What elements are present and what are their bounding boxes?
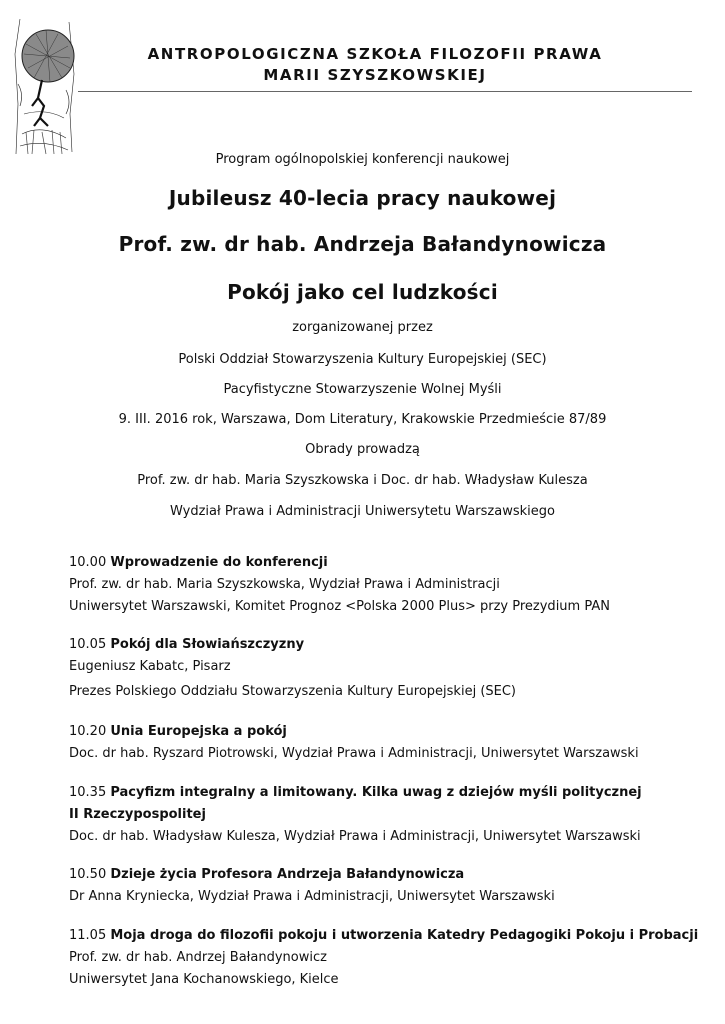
organizer-pacifist: Pacyfistyczne Stowarzyszenie Wolnej Myśli bbox=[223, 382, 502, 397]
program-title: Unia Europejska a pokój bbox=[110, 724, 287, 739]
program-time: 10.50 bbox=[69, 867, 107, 882]
program-time: 11.05 bbox=[69, 928, 107, 943]
program-affiliation: Uniwersytet Jana Kochanowskiego, Kielce bbox=[69, 972, 339, 987]
program-speaker: Dr Anna Kryniecka, Wydział Prawa i Administracji, Uniwersytet Warszawski bbox=[69, 889, 555, 904]
program-item bbox=[69, 634, 709, 703]
program-time: 10.35 bbox=[69, 785, 107, 800]
program-title: Wprowadzenie do konferencji bbox=[110, 555, 328, 570]
organized-by-label: zorganizowanej przez bbox=[292, 320, 433, 335]
program-title: Dzieje życia Profesora Andrzeja Bałandynowicza bbox=[110, 867, 465, 882]
date-place: 9. III. 2016 rok, Warszawa, Dom Literatury, Krakowskie Przedmieście 87/89 bbox=[118, 412, 607, 427]
organizer-sec: Polski Oddział Stowarzyszenia Kultury Europejskiej (SEC) bbox=[178, 352, 547, 367]
program-time: 10.00 bbox=[69, 555, 107, 570]
program-speaker: Eugeniusz Kabatc, Pisarz bbox=[69, 659, 231, 674]
school-logo-drawing bbox=[12, 14, 76, 156]
program-title: Moja droga do filozofii pokoju i utworzenia Katedry Pedagogiki Pokoju i Probacji bbox=[110, 928, 699, 943]
program-item bbox=[69, 925, 709, 991]
school-header bbox=[90, 44, 660, 86]
program-item bbox=[69, 864, 709, 908]
conference-title: Jubileusz 40-lecia pracy naukowej bbox=[168, 186, 557, 210]
program-item bbox=[69, 552, 709, 618]
program-time: 10.20 bbox=[69, 724, 107, 739]
program-speaker: Prof. zw. dr hab. Maria Szyszkowska, Wydział Prawa i Administracji bbox=[69, 577, 500, 592]
program-title-continued: II Rzeczypospolitej bbox=[69, 807, 206, 822]
honoree-name: Prof. zw. dr hab. Andrzeja Bałandynowicza bbox=[118, 232, 607, 256]
header-rule bbox=[78, 91, 692, 92]
program-title: Pacyfizm integralny a limitowany. Kilka uwag z dziejów myśli politycznej bbox=[110, 785, 642, 800]
conference-theme: Pokój jako cel ludzkości bbox=[227, 280, 498, 304]
program-title: Pokój dla Słowiańszczyzny bbox=[110, 637, 305, 652]
program-time: 10.05 bbox=[69, 637, 107, 652]
program-speaker: Prof. zw. dr hab. Andrzej Bałandynowicz bbox=[69, 950, 327, 965]
program-speaker: Doc. dr hab. Ryszard Piotrowski, Wydział Prawa i Administracji, Uniwersytet Warszawski bbox=[69, 746, 639, 761]
chairs-names: Prof. zw. dr hab. Maria Szyszkowska i Doc. dr hab. Władysław Kulesza bbox=[137, 473, 588, 488]
program-subtitle: Program ogólnopolskiej konferencji naukowej bbox=[215, 152, 510, 167]
program-item bbox=[69, 782, 709, 848]
program-item bbox=[69, 721, 709, 765]
school-name-line1: ANTROPOLOGICZNA SZKOŁA FILOZOFII PRAWA bbox=[147, 45, 603, 63]
program-affiliation: Prezes Polskiego Oddziału Stowarzyszenia Kultury Europejskiej (SEC) bbox=[69, 684, 517, 699]
program-affiliation: Uniwersytet Warszawski, Komitet Prognoz <Polska 2000 Plus> przy Prezydium PAN bbox=[69, 599, 610, 614]
chaired-by-label: Obrady prowadzą bbox=[305, 442, 420, 457]
school-name-line2: MARII SZYSZKOWSKIEJ bbox=[263, 66, 487, 84]
faculty-name: Wydział Prawa i Administracji Uniwersytetu Warszawskiego bbox=[170, 504, 555, 519]
program-speaker: Doc. dr hab. Władysław Kulesza, Wydział Prawa i Administracji, Uniwersytet Warszawski bbox=[69, 829, 641, 844]
